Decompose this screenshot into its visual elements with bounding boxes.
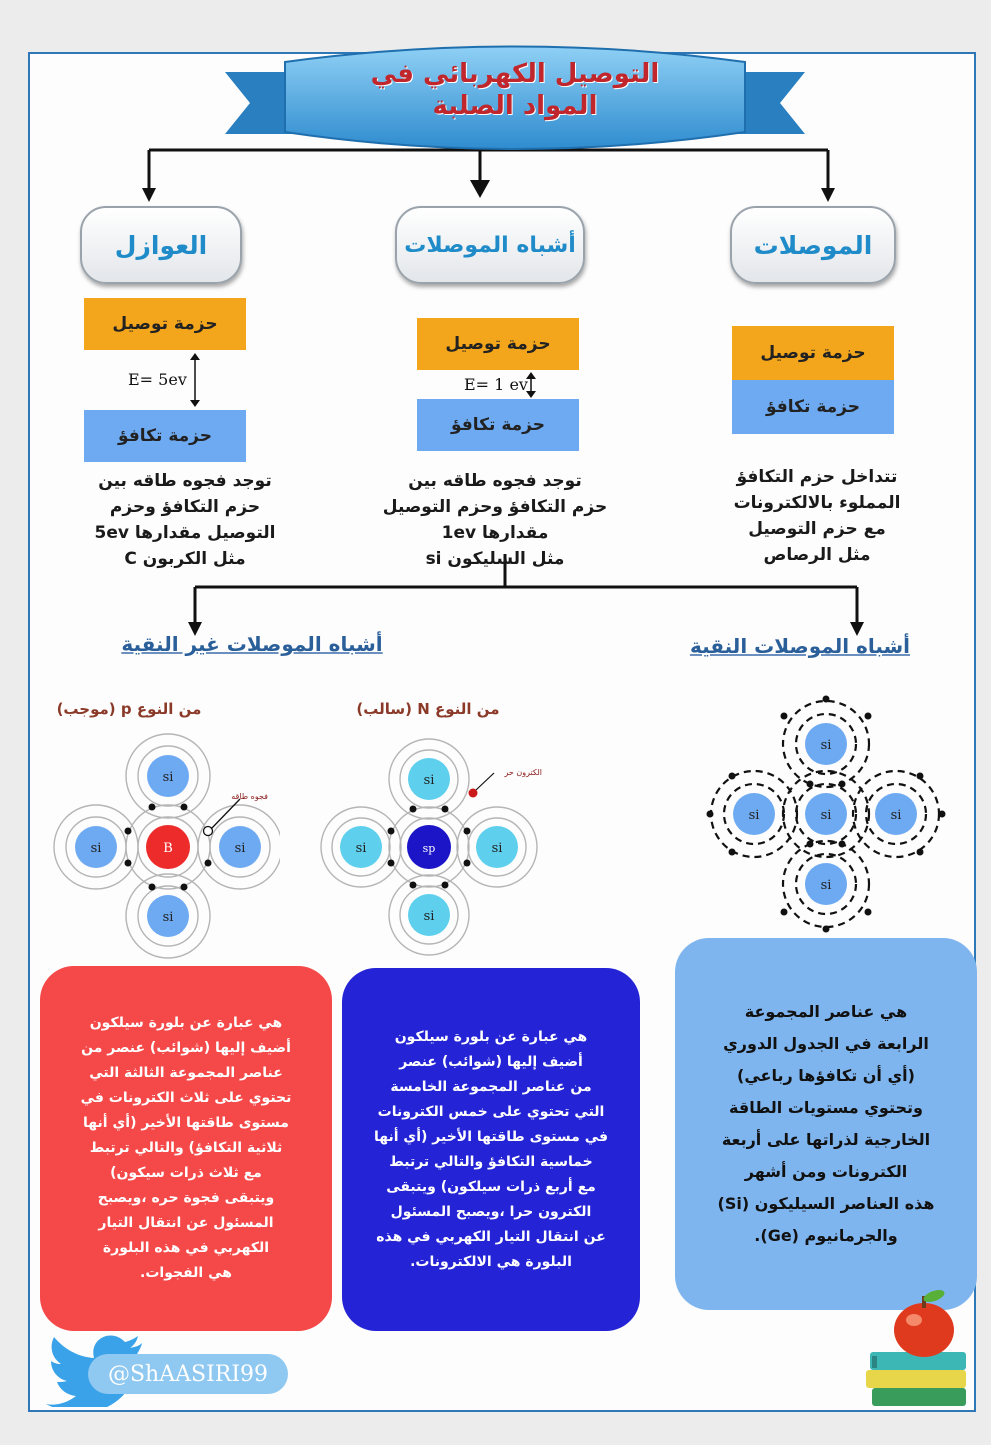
- conductor-valence-band: حزمة تكافؤ: [732, 380, 894, 434]
- n-atom-right: si: [491, 841, 503, 856]
- pure-atom-top: si: [820, 738, 832, 753]
- semiconductor-gap-label: E= 1 ev: [464, 375, 528, 394]
- conductors-pill: [730, 206, 896, 284]
- pure-atom-left: si: [748, 808, 760, 823]
- title-line-1: التوصيل الكهربائي في: [370, 59, 660, 89]
- p-type-lattice: [50, 729, 280, 969]
- p-atom-center: B: [163, 841, 173, 856]
- p-type-description: هي عبارة عن بلورة سيلكون أضيف إليها (شوائب) عنصر من عناصر المجموعة الثالثة التي تحتوي على ثلاث الكترونات في مستوى طاقتها الأخير (أي أنها ثلاثية التكافؤ) والتالي ترتبط مع ثلاث ذرات سيكون) ويتبقى فجوة حره ،ويصبح المسئول عن انتقال التيار الكهربي في هذه البلورة هي الفجوات.: [80, 1015, 292, 1281]
- conductor-conduction-band: حزمة توصيل: [732, 326, 894, 380]
- title-line-2: المواد الصلبة: [432, 91, 598, 121]
- n-atom-bottom: si: [423, 909, 435, 924]
- n-atom-top: si: [423, 773, 435, 788]
- pure-atom-center: si: [820, 808, 832, 823]
- insulators-pill: [80, 206, 242, 284]
- semiconductor-valence-band: حزمة تكافؤ: [417, 399, 579, 451]
- insulator-description: توجد فجوه طاقه بين حزم التكافؤ وحزم التوصيل مقدارها 5ev مثل الكربون C: [94, 471, 276, 569]
- p-type-card: [40, 966, 332, 1331]
- semiconductors-pill: [395, 206, 585, 284]
- semiconductor-gap-arrow: [524, 372, 538, 398]
- p-atom-top: si: [162, 770, 174, 785]
- page-title: [270, 58, 760, 122]
- p-atom-bottom: si: [162, 910, 174, 925]
- apple-books-icon: [862, 1282, 972, 1410]
- free-electron-label: الكترون حر: [504, 768, 542, 777]
- pure-lattice: [702, 684, 952, 934]
- n-type-label: من النوع N (سالب): [356, 700, 500, 718]
- pure-semiconductors-heading: أشباه الموصلات النقية: [689, 634, 911, 658]
- conductor-description: تتداخل حزم التكافؤ المملوء بالالكترونات مع حزم التوصيل مثل الرصاص: [733, 467, 901, 565]
- p-atom-right: si: [234, 841, 246, 856]
- semiconductor-conduction-band: حزمة توصيل: [417, 318, 579, 370]
- n-atom-center: sp: [422, 842, 436, 855]
- insulators-label: العوازل: [114, 230, 208, 260]
- n-type-card: [342, 968, 640, 1331]
- insulator-valence-band: حزمة تكافؤ: [84, 410, 246, 462]
- pure-description: هي عناصر المجموعة الرابعة في الجدول الدوري (أي أن تكافؤها رباعي) وتحتوي مستويات الطاقة الخارجية لذراتها على أربعة الكترونات ومن أشهر هذه العناصر السيليكون (Si) والجرمانيوم (Ge).: [717, 1002, 935, 1245]
- hole-label: فجوه طاقه: [231, 792, 268, 801]
- n-type-lattice: [316, 729, 546, 969]
- n-atom-left: si: [355, 841, 367, 856]
- twitter-handle[interactable]: @ShAASIRI99: [88, 1354, 288, 1394]
- insulator-conduction-band: حزمة توصيل: [84, 298, 246, 350]
- pure-card: [675, 938, 977, 1310]
- semiconductor-description: توجد فجوه طاقه بين حزم التكافؤ وحزم التوصيل مقدارها 1ev مثل السليكون si: [382, 471, 608, 569]
- conductors-label: الموصلات: [753, 230, 873, 260]
- p-type-label: من النوع p (موجب): [56, 700, 202, 718]
- p-atom-left: si: [90, 841, 102, 856]
- pure-atom-right: si: [890, 808, 902, 823]
- n-type-description: هي عبارة عن بلورة سيلكون أضيف إليها (شوائب) عنصر من عناصر المجموعة الخامسة التي تحتوي على خمس الكترونات في مستوى طاقتها الأخير (أي أنها خماسية التكافؤ والتالي ترتبط مع أربع ذرات سيلكون) ويتبقى الكترون حرا ،ويصبح المسئول عن انتقال التيار الكهربي في هذه البلورة هي الالكترونات.: [373, 1028, 609, 1270]
- semiconductors-label: أشباه الموصلات: [404, 232, 576, 258]
- poster: [28, 52, 976, 1412]
- insulator-gap-label: E= 5ev: [128, 370, 187, 389]
- pure-atom-bottom: si: [820, 878, 832, 893]
- insulator-gap-arrow: [188, 352, 202, 408]
- impure-semiconductors-heading: أشباه الموصلات غير النقية: [121, 632, 383, 656]
